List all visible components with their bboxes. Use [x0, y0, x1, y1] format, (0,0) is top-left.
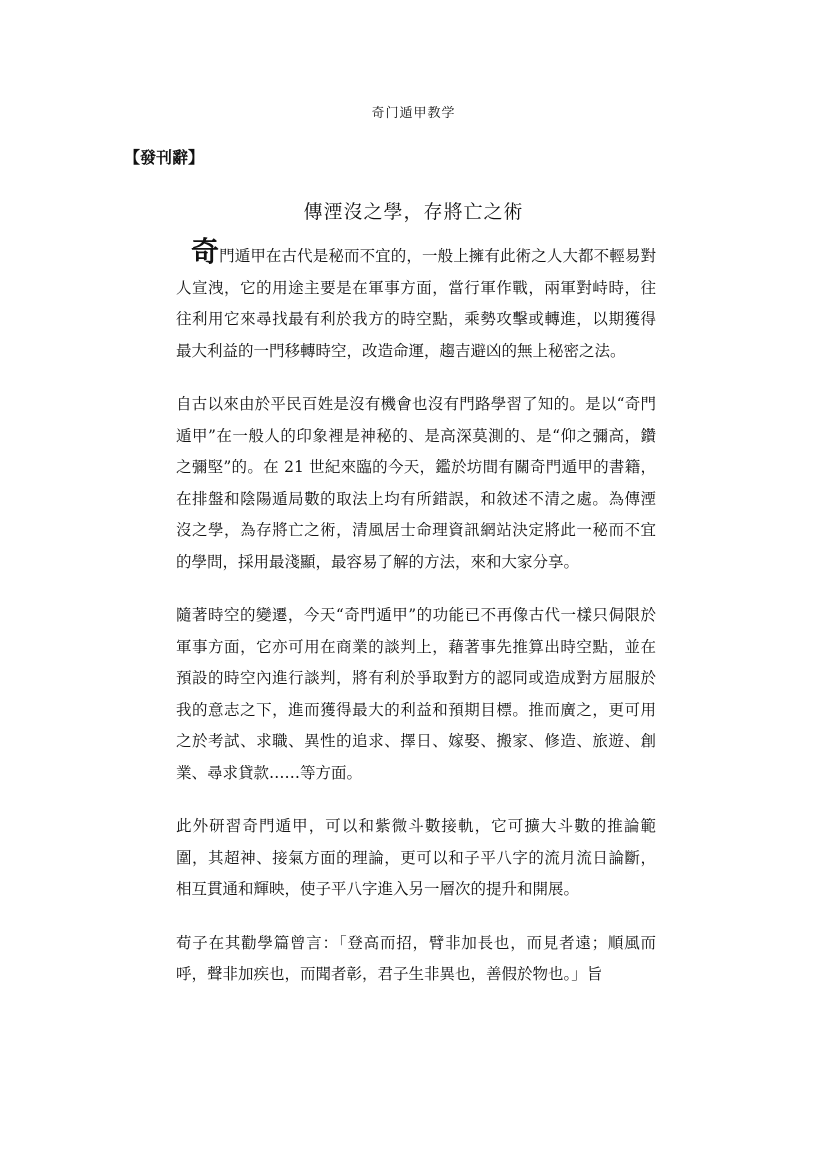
paragraph-2: 自古以來由於平民百姓是沒有機會也沒有門路學習了知的。是以“奇門遁甲”在一般人的印象裡是神秘的、是高深莫測的、是“仰之彌高，鑽之彌堅”的。在 21 世紀來臨的今天，鑑於坊間有關奇門遁甲的書籍，在排盤和陰陽遁局數的取法上均有所錯誤，和敘述不清之處。為傳湮沒之學，為存將亡之術，清風居士命理資訊網站決定將此一秘而不宜的學問，採用最淺顯，最容易了解的方法，來和大家分享。: [176, 395, 656, 571]
document-header-title: 奇门遁甲教学: [371, 106, 456, 121]
paragraph-1: [176, 235, 656, 367]
drop-cap: 奇: [191, 235, 220, 268]
section-label: 【發刊辭】: [124, 148, 205, 167]
article-body: [176, 235, 656, 1013]
article-subtitle: 傳湮沒之學，存將亡之術: [303, 201, 524, 223]
paragraph-1-text: 門遁甲在古代是秘而不宜的，一般上擁有此術之人大都不輕易對人宣洩，它的用途主要是在軍事方面，當行軍作戰，兩軍對峙時，往往利用它來尋找最有利於我方的時空點，乘勢攻擊或轉進，以期獲得最大利益的一門移轉時空，改造命運，趨吉避凶的無上秘密之法。: [176, 247, 656, 360]
paragraph-5: 荀子在其勸學篇曾言：「登高而招，臂非加長也，而見者遠；順風而呼，聲非加疾也，而聞者彰，君子生非異也，善假於物也。」旨: [176, 933, 656, 983]
paragraph-4: 此外研習奇門遁甲，可以和紫微斗數接軌，它可擴大斗數的推論範圍，其超神、接氣方面的理論，更可以和子平八字的流月流日論斷，相互貫通和輝映，使子平八字進入另一層次的提升和開展。: [176, 817, 656, 898]
paragraph-3: 隨著時空的變遷，今天“奇門遁甲”的功能已不再像古代一樣只侷限於軍事方面，它亦可用在商業的談判上，藉著事先推算出時空點，並在預設的時空內進行談判，將有利於爭取對方的認同或造成對方屈服於我的意志之下，進而獲得最大的利益和預期目標。推而廣之，更可用之於考試、求職、異性的追求、擇日、嫁娶、搬家、修造、旅遊、創業、尋求貸款……等方面。: [176, 606, 656, 782]
